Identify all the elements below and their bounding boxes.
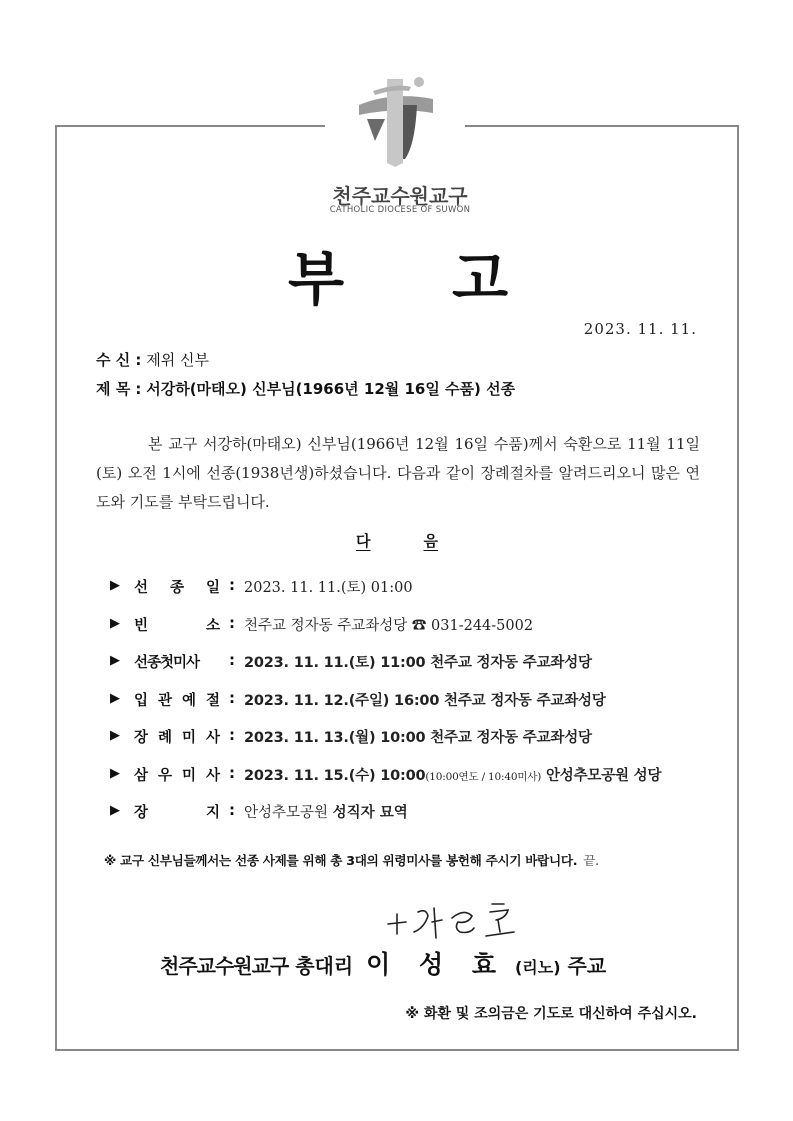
item-value: 2023. 11. 12.(주일) 16:00 천주교 정자동 주교좌성당 [244,692,606,709]
signature-rank: 주교 [567,954,607,978]
title-char-1: 부 [288,245,345,313]
list-item [110,689,710,727]
list-item [110,576,710,614]
item-label: 선종첫미사 [134,655,200,671]
recipient-row [96,349,209,370]
diocese-cross-logo-icon [353,75,439,167]
triangle-right-icon: ▶ [110,615,120,631]
org-name-ko: 천주교수원교구 [332,184,468,208]
triangle-right-icon: ▶ [110,728,120,743]
title-char-2: 고 [452,245,509,313]
details-heading [356,530,438,551]
triangle-right-icon: ▶ [110,765,120,781]
body-paragraph [96,430,700,517]
item-label: 삼 우 미 사 [134,767,220,784]
triangle-right-icon: ▶ [110,653,120,668]
mass-notice-text: ※ 교구 신부님들께서는 선종 사제를 위해 총 3대의 위령미사를 봉헌해 주시기 바랍니다. [104,853,578,868]
triangle-right-icon: ▶ [110,803,120,818]
signature-line [160,945,606,981]
org-name-en: CATHOLIC DIOCESE OF SUWON [329,205,471,215]
list-item [110,801,710,839]
list-item [110,764,710,802]
list-item [110,651,710,689]
recipient-label: 수 신 : [96,351,142,369]
subject-label: 제 목 : [96,380,142,398]
item-colon: : [229,801,235,819]
signature-baptismal-name: (리노) [514,958,561,977]
item-colon: : [229,726,235,744]
item-colon: : [229,651,235,669]
details-list [110,576,710,839]
subject-row [96,378,515,399]
item-value: 2023. 11. 11.(토) 01:00 [244,580,413,596]
signature-title: 총대리 [295,954,354,978]
item-value: 천주교 정자동 주교좌성당 ☎ 031-244-5002 [244,617,534,634]
item-label: 선 종 일 [134,580,220,596]
item-colon: : [229,613,235,632]
item-label: 입 관 예 절 [134,692,220,709]
item-value: 2023. 11. 13.(월) 10:00 천주교 정자동 주교좌성당 [244,730,592,746]
body-paragraph-text: 본 교구 서강하(마태오) 신부님(1966년 12월 16일 수품)께서 숙환으로 11월 11일(토) 오전 1시에 선종(1938년생)하셨습니다. 다음과 같이 장례절차를 알려드리오니 많은 연도와 기도를 부탁드립니다. [96,435,700,511]
recipient-value: 제위 신부 [146,351,209,369]
triangle-right-icon: ▶ [110,578,120,593]
item-colon: : [229,576,235,594]
signature-org: 천주교수원교구 [160,954,289,978]
details-heading-left: 다 [356,532,371,550]
document-title [260,232,540,313]
handwritten-signature [380,898,530,948]
item-label: 장 지 [134,805,220,821]
mass-notice [104,850,599,869]
list-item [110,726,710,764]
item-value: 2023. 11. 11.(토) 11:00 천주교 정자동 주교좌성당 [244,655,592,671]
list-item [110,614,710,652]
document-date: 2023. 11. 11. [583,320,697,338]
subject-value: 서강하(마태오) 신부님(1966년 12월 16일 수품) 선종 [146,380,516,398]
item-colon: : [229,688,235,707]
end-mark: 끝. [583,853,599,868]
triangle-right-icon: ▶ [110,690,120,706]
item-label: 빈 소 [134,617,220,634]
signature-name: 이 성 효 [366,950,507,979]
details-heading-right: 음 [423,532,438,550]
item-value: 2023. 11. 15.(수) 10:00(10:00연도 / 10:40미사) 안성추모공원 성당 [244,767,662,784]
closing-note: ※ 화환 및 조의금은 기도로 대신하여 주십시오. [405,1006,697,1022]
item-value: 안성추모공원 성직자 묘역 [244,805,408,821]
item-colon: : [229,763,235,782]
item-label: 장 례 미 사 [134,730,220,746]
